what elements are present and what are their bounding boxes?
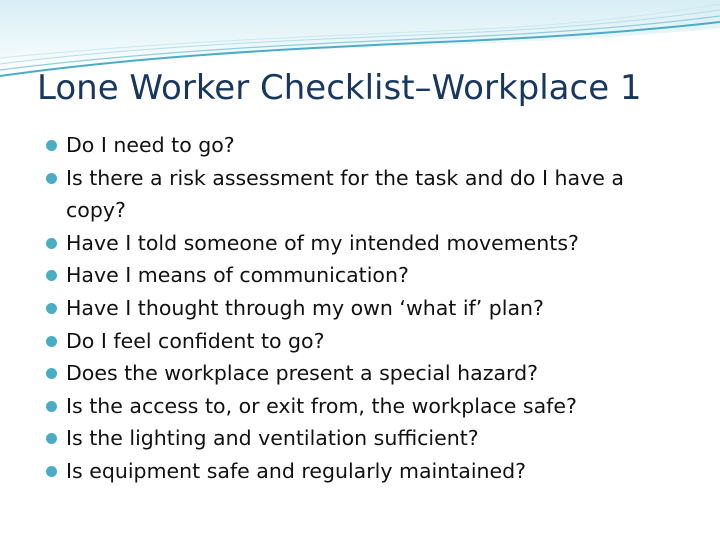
bullet-dot-icon xyxy=(46,368,57,379)
list-item xyxy=(44,227,694,260)
list-item-text: Does the workplace present a special hazard? xyxy=(66,361,538,386)
list-item-text: Is there a risk assessment for the task and do I have a xyxy=(66,165,624,190)
list-item xyxy=(44,325,694,358)
list-item xyxy=(44,129,694,162)
list-item-text: Have I means of communication? xyxy=(66,263,409,288)
list-item-text-continuation: copy? xyxy=(66,198,126,223)
bullet-dot-icon xyxy=(46,466,57,477)
list-item xyxy=(44,422,694,455)
checklist xyxy=(44,129,694,488)
list-item-text: Do I need to go? xyxy=(66,133,235,157)
bullet-dot-icon xyxy=(46,336,57,347)
bullet-dot-icon xyxy=(46,173,57,184)
bullet-dot-icon xyxy=(46,238,57,249)
bullet-dot-icon xyxy=(46,433,57,444)
list-item xyxy=(44,162,694,227)
list-item xyxy=(44,455,694,488)
bullet-dot-icon xyxy=(46,303,57,314)
slide-title: Lone Worker Checklist–Workplace 1 xyxy=(37,68,642,108)
list-item-text: Is equipment safe and regularly maintained? xyxy=(66,458,527,483)
list-item xyxy=(44,357,694,390)
list-item xyxy=(44,259,694,292)
list-item-text: Is the lighting and ventilation sufficient? xyxy=(66,426,479,451)
bullet-dot-icon xyxy=(46,401,57,412)
list-item xyxy=(44,390,694,423)
list-item-text: Have I told someone of my intended movements? xyxy=(66,230,579,255)
bullet-dot-icon xyxy=(46,140,57,151)
list-item xyxy=(44,292,694,325)
bullet-dot-icon xyxy=(46,270,57,281)
list-item-text: Is the access to, or exit from, the workplace safe? xyxy=(66,393,577,418)
list-item-text: Do I feel confident to go? xyxy=(66,328,325,353)
list-item-text: Have I thought through my own ‘what if’ plan? xyxy=(66,295,544,320)
